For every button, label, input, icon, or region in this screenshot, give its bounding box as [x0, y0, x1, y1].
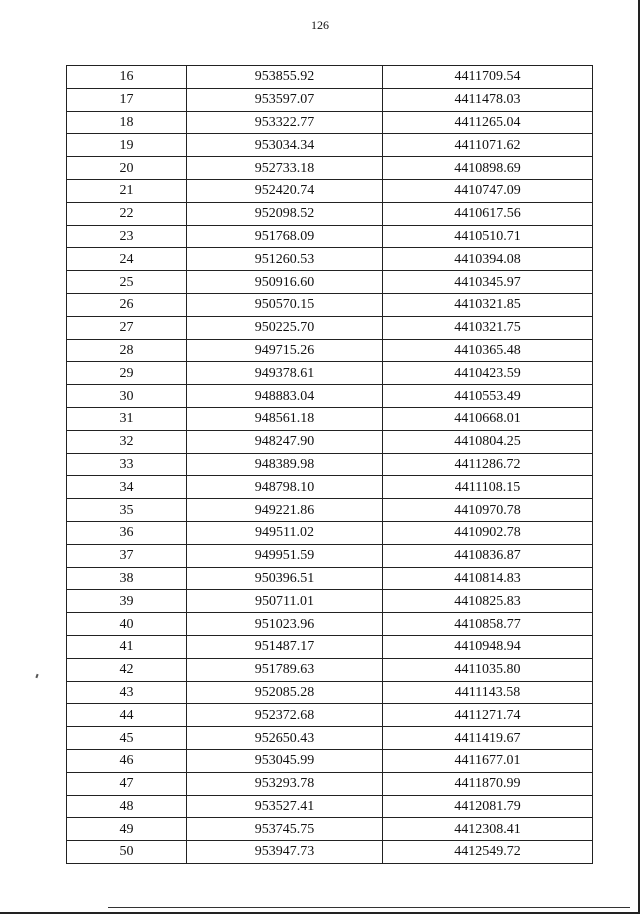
x-coordinate-cell: 953527.41: [187, 795, 383, 818]
table-row: [67, 111, 593, 134]
point-number-cell: 30: [67, 385, 187, 408]
point-number-cell: 37: [67, 544, 187, 567]
x-coordinate-cell: 953045.99: [187, 749, 383, 772]
x-coordinate-cell: 949951.59: [187, 544, 383, 567]
y-coordinate-cell: 4410321.85: [383, 293, 593, 316]
y-coordinate-cell: 4410825.83: [383, 590, 593, 613]
x-coordinate-cell: 953947.73: [187, 841, 383, 864]
table-row: [67, 727, 593, 750]
table-row: [67, 430, 593, 453]
point-number-cell: 50: [67, 841, 187, 864]
x-coordinate-cell: 953597.07: [187, 88, 383, 111]
coordinates-table: [66, 65, 593, 864]
table-row: [67, 749, 593, 772]
table-row: [67, 157, 593, 180]
table-row: [67, 499, 593, 522]
table-row: [67, 704, 593, 727]
table-row: [67, 681, 593, 704]
table-row: [67, 316, 593, 339]
x-coordinate-cell: 952098.52: [187, 202, 383, 225]
table-row: [67, 841, 593, 864]
point-number-cell: 23: [67, 225, 187, 248]
point-number-cell: 31: [67, 407, 187, 430]
point-number-cell: 38: [67, 567, 187, 590]
point-number-cell: 44: [67, 704, 187, 727]
x-coordinate-cell: 951260.53: [187, 248, 383, 271]
point-number-cell: 36: [67, 521, 187, 544]
y-coordinate-cell: 4411265.04: [383, 111, 593, 134]
table-row: [67, 179, 593, 202]
point-number-cell: 19: [67, 134, 187, 157]
point-number-cell: 28: [67, 339, 187, 362]
table-row: [67, 795, 593, 818]
x-coordinate-cell: 953034.34: [187, 134, 383, 157]
table-row: [67, 66, 593, 89]
x-coordinate-cell: 949221.86: [187, 499, 383, 522]
y-coordinate-cell: 4410970.78: [383, 499, 593, 522]
y-coordinate-cell: 4410668.01: [383, 407, 593, 430]
x-coordinate-cell: 948883.04: [187, 385, 383, 408]
table-row: [67, 271, 593, 294]
y-coordinate-cell: 4412549.72: [383, 841, 593, 864]
x-coordinate-cell: 948798.10: [187, 476, 383, 499]
table-row: [67, 202, 593, 225]
y-coordinate-cell: 4411419.67: [383, 727, 593, 750]
y-coordinate-cell: 4410365.48: [383, 339, 593, 362]
x-coordinate-cell: 951487.17: [187, 635, 383, 658]
y-coordinate-cell: 4411677.01: [383, 749, 593, 772]
x-coordinate-cell: 948561.18: [187, 407, 383, 430]
x-coordinate-cell: 953745.75: [187, 818, 383, 841]
table-row: [67, 544, 593, 567]
y-coordinate-cell: 4411478.03: [383, 88, 593, 111]
x-coordinate-cell: 952733.18: [187, 157, 383, 180]
point-number-cell: 40: [67, 613, 187, 636]
y-coordinate-cell: 4410510.71: [383, 225, 593, 248]
coordinates-table-body: [67, 66, 593, 864]
x-coordinate-cell: 951789.63: [187, 658, 383, 681]
y-coordinate-cell: 4410948.94: [383, 635, 593, 658]
table-row: [67, 385, 593, 408]
y-coordinate-cell: 4410747.09: [383, 179, 593, 202]
x-coordinate-cell: 950916.60: [187, 271, 383, 294]
point-number-cell: 17: [67, 88, 187, 111]
x-coordinate-cell: 949378.61: [187, 362, 383, 385]
table-row: [67, 521, 593, 544]
x-coordinate-cell: 948247.90: [187, 430, 383, 453]
table-row: [67, 339, 593, 362]
table-row: [67, 362, 593, 385]
point-number-cell: 25: [67, 271, 187, 294]
x-coordinate-cell: 952372.68: [187, 704, 383, 727]
point-number-cell: 43: [67, 681, 187, 704]
point-number-cell: 22: [67, 202, 187, 225]
table-row: [67, 476, 593, 499]
point-number-cell: 26: [67, 293, 187, 316]
x-coordinate-cell: 950396.51: [187, 567, 383, 590]
table-row: [67, 453, 593, 476]
point-number-cell: 16: [67, 66, 187, 89]
y-coordinate-cell: 4411709.54: [383, 66, 593, 89]
table-row: [67, 818, 593, 841]
x-coordinate-cell: 953322.77: [187, 111, 383, 134]
x-coordinate-cell: 950570.15: [187, 293, 383, 316]
point-number-cell: 42: [67, 658, 187, 681]
x-coordinate-cell: 953293.78: [187, 772, 383, 795]
table-row: [67, 635, 593, 658]
y-coordinate-cell: 4410898.69: [383, 157, 593, 180]
table-row: [67, 567, 593, 590]
y-coordinate-cell: 4410321.75: [383, 316, 593, 339]
point-number-cell: 49: [67, 818, 187, 841]
y-coordinate-cell: 4410814.83: [383, 567, 593, 590]
x-coordinate-cell: 950711.01: [187, 590, 383, 613]
y-coordinate-cell: 4411870.99: [383, 772, 593, 795]
point-number-cell: 18: [67, 111, 187, 134]
y-coordinate-cell: 4410858.77: [383, 613, 593, 636]
point-number-cell: 34: [67, 476, 187, 499]
y-coordinate-cell: 4410345.97: [383, 271, 593, 294]
y-coordinate-cell: 4410553.49: [383, 385, 593, 408]
y-coordinate-cell: 4411071.62: [383, 134, 593, 157]
y-coordinate-cell: 4411143.58: [383, 681, 593, 704]
point-number-cell: 39: [67, 590, 187, 613]
y-coordinate-cell: 4410617.56: [383, 202, 593, 225]
point-number-cell: 20: [67, 157, 187, 180]
point-number-cell: 29: [67, 362, 187, 385]
table-row: [67, 658, 593, 681]
x-coordinate-cell: 949715.26: [187, 339, 383, 362]
page-number: 126: [311, 18, 329, 32]
y-coordinate-cell: 4410836.87: [383, 544, 593, 567]
y-coordinate-cell: 4411271.74: [383, 704, 593, 727]
table-row: [67, 613, 593, 636]
point-number-cell: 46: [67, 749, 187, 772]
y-coordinate-cell: 4410902.78: [383, 521, 593, 544]
table-row: [67, 248, 593, 271]
y-coordinate-cell: 4412081.79: [383, 795, 593, 818]
x-coordinate-cell: 952085.28: [187, 681, 383, 704]
table-row: [67, 225, 593, 248]
x-coordinate-cell: 952650.43: [187, 727, 383, 750]
footer-rule: [108, 907, 630, 908]
point-number-cell: 47: [67, 772, 187, 795]
y-coordinate-cell: 4411035.80: [383, 658, 593, 681]
point-number-cell: 32: [67, 430, 187, 453]
x-coordinate-cell: 953855.92: [187, 66, 383, 89]
y-coordinate-cell: 4411286.72: [383, 453, 593, 476]
table-row: [67, 293, 593, 316]
x-coordinate-cell: 951768.09: [187, 225, 383, 248]
point-number-cell: 27: [67, 316, 187, 339]
table-row: [67, 590, 593, 613]
x-coordinate-cell: 948389.98: [187, 453, 383, 476]
y-coordinate-cell: 4410804.25: [383, 430, 593, 453]
x-coordinate-cell: 952420.74: [187, 179, 383, 202]
point-number-cell: 21: [67, 179, 187, 202]
point-number-cell: 33: [67, 453, 187, 476]
point-number-cell: 48: [67, 795, 187, 818]
point-number-cell: 45: [67, 727, 187, 750]
x-coordinate-cell: 951023.96: [187, 613, 383, 636]
point-number-cell: 41: [67, 635, 187, 658]
y-coordinate-cell: 4411108.15: [383, 476, 593, 499]
table-row: [67, 134, 593, 157]
x-coordinate-cell: 950225.70: [187, 316, 383, 339]
x-coordinate-cell: 949511.02: [187, 521, 383, 544]
table-row: [67, 407, 593, 430]
table-row: [67, 772, 593, 795]
y-coordinate-cell: 4410423.59: [383, 362, 593, 385]
point-number-cell: 35: [67, 499, 187, 522]
table-row: [67, 88, 593, 111]
point-number-cell: 24: [67, 248, 187, 271]
y-coordinate-cell: 4412308.41: [383, 818, 593, 841]
y-coordinate-cell: 4410394.08: [383, 248, 593, 271]
